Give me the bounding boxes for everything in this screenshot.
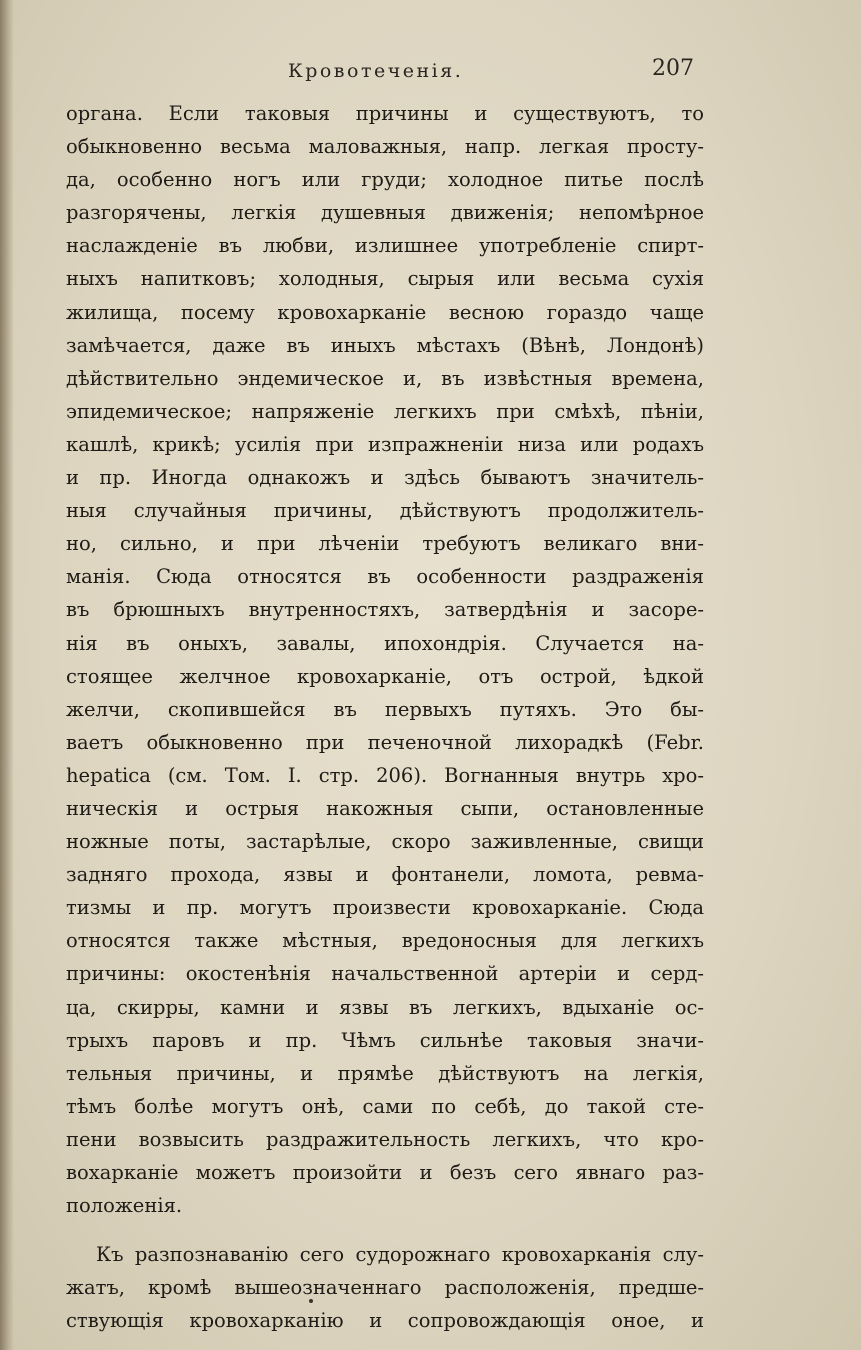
body-text: [66, 97, 704, 1337]
page-number: 207: [652, 56, 694, 81]
text-line: и пр. Иногда однакожъ и здѣсь бываютъ значитель-: [66, 466, 704, 490]
text-line: пени возвысить раздражительность легкихъ, что кро-: [66, 1127, 704, 1151]
binding-edge: [0, 0, 14, 1350]
text-line: ныя случайныя причины, дѣйствуютъ продолжитель-: [66, 499, 704, 523]
text-line: въ брюшныхъ внутренностяхъ, затвердѣнія и засоре-: [66, 598, 704, 622]
text-line: трыхъ паровъ и пр. Чѣмъ сильнѣе таковыя значи-: [66, 1028, 704, 1052]
text-line: Къ разпознаванію сего судорожнаго кровохарканія слу-: [96, 1243, 704, 1267]
text-line: тельныя причины, и прямѣе дѣйствуютъ на легкія,: [66, 1061, 704, 1085]
text-line: дѣйствительно эндемическое и, въ извѣстныя времена,: [66, 366, 704, 390]
text-line: жилища, посему кровохарканіе весною гораздо чаще: [66, 300, 704, 324]
text-line: кашлѣ, крикѣ; усилія при изпражненіи низа или родахъ: [66, 432, 704, 456]
text-line: тизмы и пр. могутъ произвести кровохарканіе. Сюда: [66, 896, 704, 920]
text-line: положенія.: [66, 1194, 183, 1218]
text-line: обыкновенно весьма маловажныя, напр. легкая просту-: [66, 135, 704, 159]
text-line: ваетъ обыкновенно при печеночной лихорадкѣ (Febr.: [66, 730, 704, 754]
text-line: эпидемическое; напряженіе легкихъ при смѣхѣ, пѣніи,: [66, 399, 704, 423]
text-line: нія въ оныхъ, завалы, ипохондрія. Случается на-: [66, 631, 704, 655]
text-line: относятся также мѣстныя, вредоносныя для легкихъ: [66, 929, 704, 953]
paragraph-2: [66, 1238, 704, 1337]
text-line: желчи, скопившейся въ первыхъ путяхъ. Это бы-: [66, 697, 704, 721]
text-line: вохарканіе можетъ произойти и безъ сего явнаго раз-: [66, 1161, 704, 1184]
paragraph-gap: [66, 1222, 704, 1238]
running-head: [0, 52, 861, 92]
text-line: ца, скирры, камни и язвы въ легкихъ, вдыханіе ос-: [66, 995, 704, 1019]
text-line: hepatica (см. Том. I. стр. 206). Вогнанныя внутрь хро-: [66, 763, 704, 787]
text-line: но, сильно, и при лѣченіи требуютъ великаго вни-: [66, 532, 704, 556]
running-title: Кровотеченія.: [288, 60, 464, 82]
text-line: замѣчается, даже въ иныхъ мѣстахъ (Вѣнѣ, Лондонѣ): [66, 333, 704, 357]
text-line: ническія и острыя накожныя сыпи, остановленные: [66, 796, 704, 820]
paragraph-1: [66, 97, 704, 1222]
text-line: тѣмъ болѣе могутъ онѣ, сами по себѣ, до такой сте-: [66, 1094, 704, 1118]
text-line: ствующія кровохарканію и сопровождающія оное, и: [66, 1309, 704, 1333]
text-line: ныхъ напитковъ; холодныя, сырыя или весьма сухія: [66, 267, 704, 291]
text-line: наслажденіе въ любви, излишнее употребленіе спирт-: [66, 234, 704, 258]
text-line: причины: окостенѣнія начальственной артеріи и серд-: [66, 962, 704, 986]
text-line: разгорячены, легкія душевныя движенія; непомѣрное: [66, 201, 704, 225]
text-line: да, особенно ногъ или груди; холодное питье послѣ: [66, 168, 704, 192]
text-line: стоящее желчное кровохарканіе, отъ острой, ѣдкой: [66, 664, 704, 688]
ink-speck: [309, 1299, 313, 1303]
text-line: ножные поты, застарѣлые, скоро заживленные, свищи: [66, 830, 704, 854]
text-line: органа. Если таковыя причины и существуютъ, то: [66, 102, 704, 125]
text-line: задняго прохода, язвы и фонтанели, ломота, ревма-: [66, 863, 704, 887]
text-line: жатъ, кромѣ вышеозначеннаго расположенія, предше-: [66, 1276, 704, 1300]
text-line: манія. Сюда относятся въ особенности раздраженія: [66, 565, 704, 589]
